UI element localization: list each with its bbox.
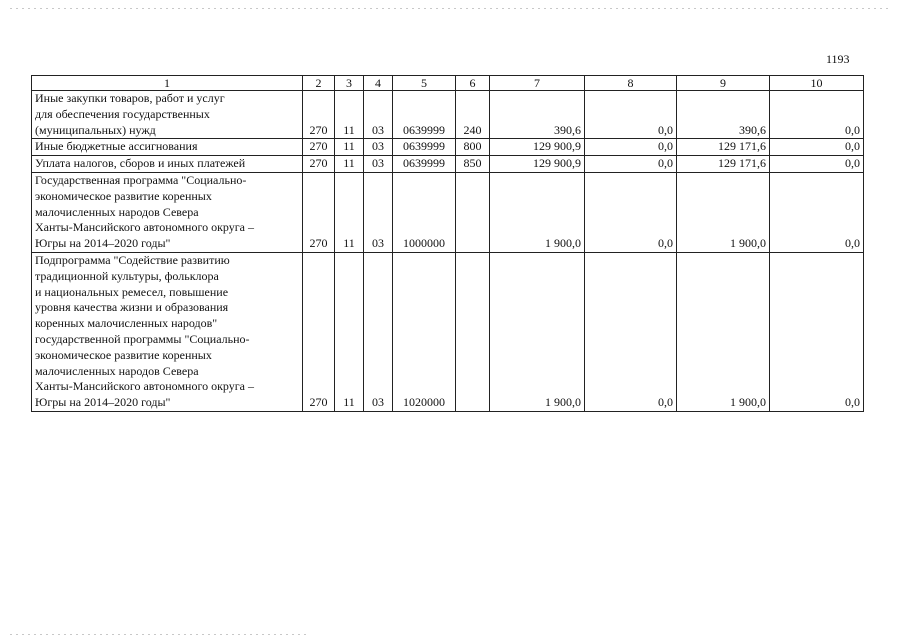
row-col-7: 1 900,0 [490,252,585,411]
table-row [32,139,864,156]
row-col-9: 390,6 [677,91,770,139]
row-col-7: 390,6 [490,91,585,139]
row-col-4: 03 [364,252,393,411]
row-col-7: 129 900,9 [490,139,585,156]
row-col-2: 270 [303,156,335,173]
row-col-9: 1 900,0 [677,172,770,252]
row-col-3: 11 [335,139,364,156]
row-col-2: 270 [303,172,335,252]
column-header-5: 5 [393,76,456,91]
row-col-10: 0,0 [770,172,864,252]
row-col-6: 240 [456,91,490,139]
table-row [32,252,864,411]
column-header-7: 7 [490,76,585,91]
row-col-9: 129 171,6 [677,156,770,173]
row-col-8: 0,0 [585,139,677,156]
row-name: Государственная программа "Социально- экономическое развитие коренных малочисленных народов Севера Ханты-Мансийского автономного округа – Югры на 2014–2020 годы" [32,172,303,252]
row-col-4: 03 [364,91,393,139]
row-col-6 [456,252,490,411]
column-header-1: 1 [32,76,303,91]
row-col-6 [456,172,490,252]
row-col-3: 11 [335,91,364,139]
row-col-10: 0,0 [770,91,864,139]
row-col-8: 0,0 [585,91,677,139]
row-col-8: 0,0 [585,252,677,411]
page-number: 1193 [826,52,850,66]
row-col-5: 1020000 [393,252,456,411]
row-col-5: 1000000 [393,172,456,252]
row-col-5: 0639999 [393,91,456,139]
column-header-3: 3 [335,76,364,91]
table-row [32,172,864,252]
row-col-9: 1 900,0 [677,252,770,411]
row-col-3: 11 [335,172,364,252]
row-col-10: 0,0 [770,156,864,173]
column-header-8: 8 [585,76,677,91]
column-header-4: 4 [364,76,393,91]
column-header-2: 2 [303,76,335,91]
row-col-4: 03 [364,139,393,156]
row-name: Уплата налогов, сборов и иных платежей [32,156,303,173]
row-col-2: 270 [303,139,335,156]
row-col-7: 129 900,9 [490,156,585,173]
row-col-6: 800 [456,139,490,156]
table-row [32,91,864,139]
row-col-4: 03 [364,172,393,252]
row-name: Иные закупки товаров, работ и услуг для обеспечения государственных (муниципальных) нужд [32,91,303,139]
row-col-6: 850 [456,156,490,173]
table-row [32,156,864,173]
row-col-10: 0,0 [770,252,864,411]
row-col-5: 0639999 [393,156,456,173]
column-header-9: 9 [677,76,770,91]
row-col-3: 11 [335,252,364,411]
row-name: Иные бюджетные ассигнования [32,139,303,156]
row-col-3: 11 [335,156,364,173]
row-col-2: 270 [303,91,335,139]
column-header-10: 10 [770,76,864,91]
table-header-row [32,76,864,91]
scan-artifact-bottom [10,634,310,635]
row-col-5: 0639999 [393,139,456,156]
row-col-2: 270 [303,252,335,411]
row-name: Подпрограмма "Содействие развитию традиционной культуры, фольклора и национальных ремесел, повышение уровня качества жизни и образования коренных малочисленных народов" государственной программы "Социально- экономическое развитие коренных малочисленных народов Севера Ханты-Мансийского автономного округа – Югры на 2014–2020 годы" [32,252,303,411]
row-col-8: 0,0 [585,172,677,252]
column-header-6: 6 [456,76,490,91]
row-col-9: 129 171,6 [677,139,770,156]
row-col-4: 03 [364,156,393,173]
budget-table [31,75,864,412]
scan-artifact-top [10,8,890,9]
row-col-10: 0,0 [770,139,864,156]
row-col-7: 1 900,0 [490,172,585,252]
row-col-8: 0,0 [585,156,677,173]
